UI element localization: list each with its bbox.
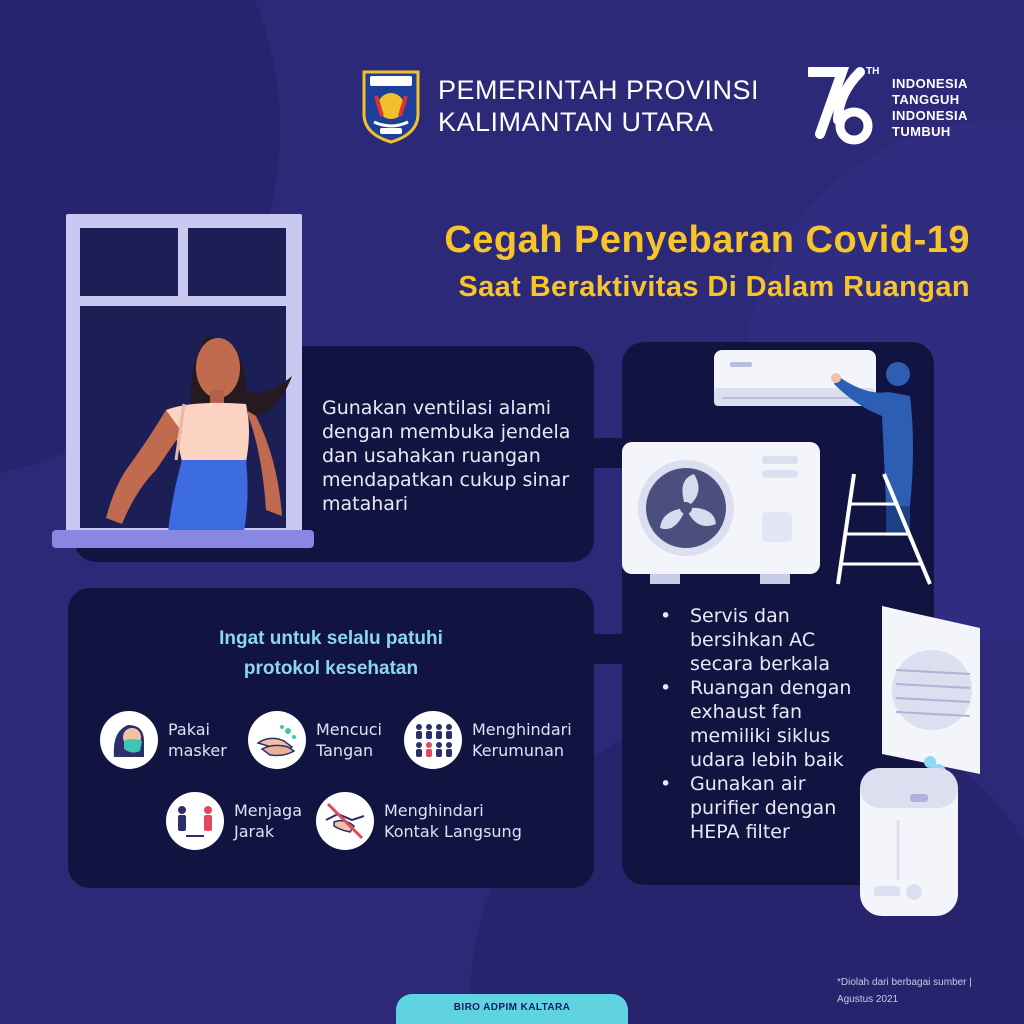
protocol-item-crowd [404, 711, 572, 769]
protocol-label [316, 719, 382, 761]
tagline-line: TANGGUH [892, 92, 960, 107]
headline [444, 218, 970, 306]
government-title [438, 74, 759, 138]
source-note: *Diolah dari berbagai sumber | Agustus 2021 [837, 977, 972, 1005]
protocol-item-handshake [316, 792, 522, 850]
protocol-title [68, 624, 594, 684]
window-transom [80, 296, 286, 306]
independence-logo [808, 64, 968, 152]
protocol-label [472, 719, 572, 761]
ac-tips-list [656, 604, 856, 844]
logo-tagline [892, 76, 968, 140]
ventilation-text: Gunakan ventilasi alami dengan membuka jendela dan usahakan ruangan mendapatkan cukup sinar matahari [322, 397, 571, 515]
protocol-label-line1: Menjaga [234, 801, 302, 820]
protocol-title-line2: protokol kesehatan [243, 658, 419, 679]
window-sill [52, 530, 314, 548]
handwash-icon [248, 711, 306, 769]
distance-icon [166, 792, 224, 850]
tagline-line: INDONESIA [892, 76, 968, 91]
crowd-icon [404, 711, 462, 769]
province-emblem-icon [360, 68, 422, 144]
headline-title: Cegah Penyebaran Covid-19 [444, 219, 970, 261]
protocol-label [234, 800, 302, 842]
headline-subtitle: Saat Beraktivitas Di Dalam Ruangan [458, 271, 970, 303]
protocol-item-mask [100, 711, 227, 769]
air-purifier-icon [858, 750, 962, 920]
protocol-label-line1: Mencuci [316, 720, 382, 739]
protocol-item-handwash [248, 711, 382, 769]
protocol-label-line2: Tangan [316, 741, 374, 760]
tagline-line: INDONESIA [892, 108, 968, 123]
ladder-icon [824, 470, 934, 588]
protocol-label-line1: Menghindari [384, 801, 484, 820]
mask-icon [100, 711, 158, 769]
ac-outdoor-unit-icon [620, 440, 824, 588]
protocol-label-line2: masker [168, 741, 227, 760]
ac-tip-item: • Servis dan bersihkan AC secara berkala [656, 604, 856, 676]
protocol-title-line1: Ingat untuk selalu patuhi [219, 628, 443, 649]
logo-76 [808, 64, 880, 152]
logo-th: TH [866, 66, 880, 77]
protocol-label-line1: Pakai [168, 720, 210, 739]
protocol-label-line2: Jarak [234, 822, 275, 841]
ac-tip-item: • Ruangan dengan exhaust fan memiliki siklus udara lebih baik [656, 676, 856, 772]
protocol-label-line1: Menghindari [472, 720, 572, 739]
protocol-label [384, 800, 522, 842]
woman-illustration [96, 320, 306, 532]
protocol-item-distance [166, 792, 302, 850]
logo-76-graphic [808, 64, 874, 152]
government-title-line2: KALIMANTAN UTARA [438, 107, 714, 137]
handshake-icon [316, 792, 374, 850]
credit-tab: BIRO ADPIM KALTARA [396, 994, 628, 1024]
protocol-label-line2: Kontak Langsung [384, 822, 522, 841]
protocol-label [168, 719, 227, 761]
window-mullion [178, 228, 188, 300]
protocol-label-line2: Kerumunan [472, 741, 565, 760]
government-title-line1: PEMERINTAH PROVINSI [438, 75, 760, 105]
government-header [360, 68, 759, 144]
ac-tip-item: • Gunakan air purifier dengan HEPA filter [656, 772, 856, 844]
tagline-line: TUMBUH [892, 124, 951, 139]
